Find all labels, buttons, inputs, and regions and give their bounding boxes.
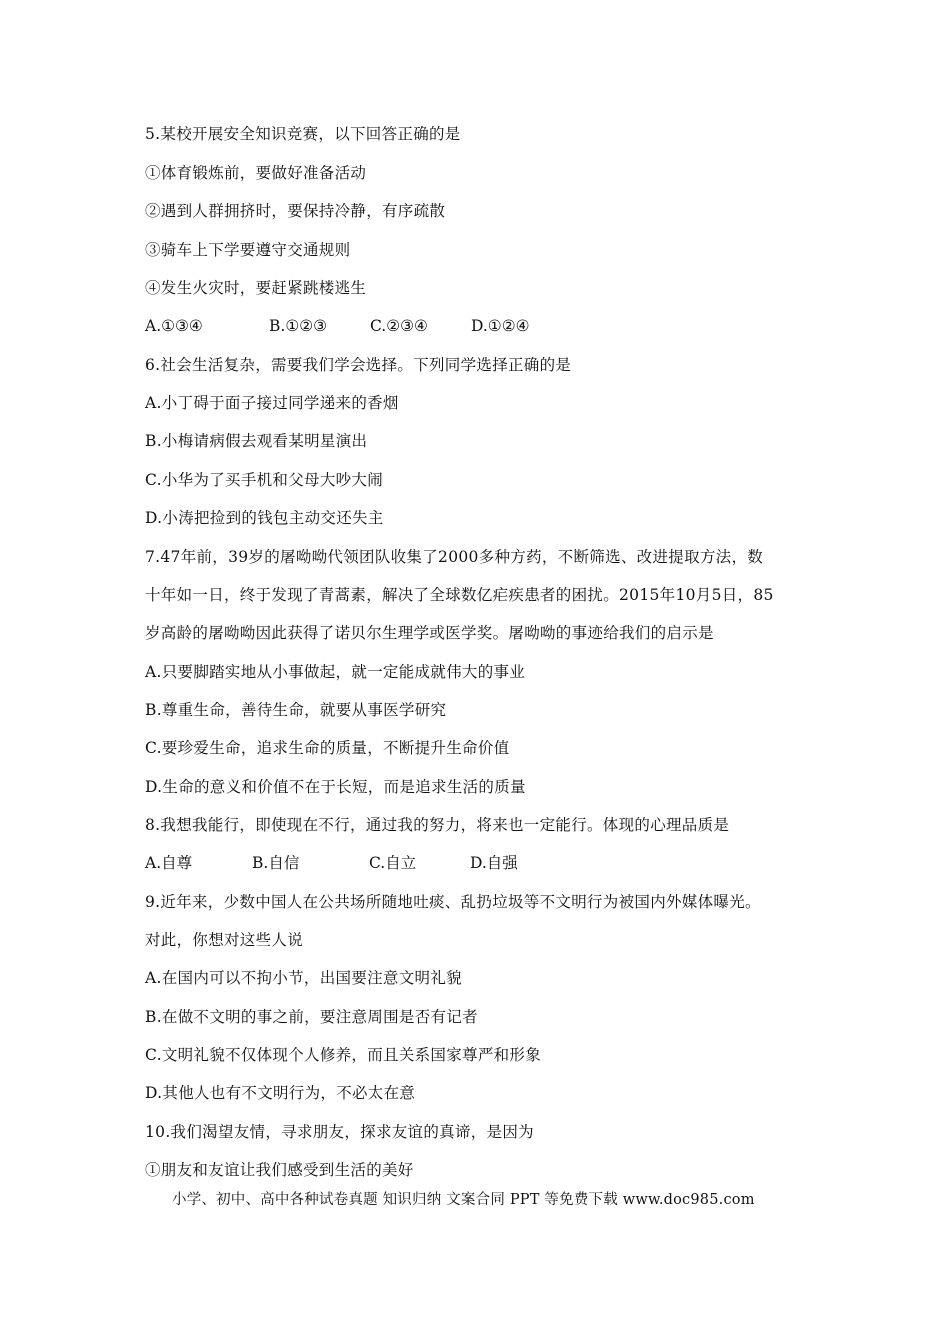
q8-stem: 8.我想我能行，即使现在不行，通过我的努力，将来也一定能行。体现的心理品质是	[145, 816, 730, 834]
q7-stem-line-2: 十年如一日，终于发现了青蒿素，解决了全球数亿疟疾患者的困扰。2015年10月5日，85	[145, 586, 774, 604]
q7-stem-line-1: 7.47年前，39岁的屠呦呦代领团队收集了2000多种方药，不断筛选、改进提取方法，数	[145, 548, 764, 566]
q8-option-b: B.自信	[252, 854, 300, 872]
q9-option-c: C.文明礼貌不仅体现个人修养，而且关系国家尊严和形象	[145, 1046, 542, 1064]
q5-option-a: A.①③④	[145, 317, 203, 335]
q8-option-a: A.自尊	[145, 854, 193, 872]
q6-option-c: C.小华为了买手机和父母大吵大闹	[145, 471, 384, 489]
q6-option-a: A.小丁碍于面子接过同学递来的香烟	[145, 394, 399, 412]
q10-item-1: ①朋友和友谊让我们感受到生活的美好	[145, 1161, 414, 1179]
q7-option-b: B.尊重生命，善待生命，就要从事医学研究	[145, 701, 447, 719]
q5-option-b: B.①②③	[269, 317, 328, 335]
q8-option-d: D.自强	[470, 854, 518, 872]
q5-item-2: ②遇到人群拥挤时，要保持冷静，有序疏散	[145, 202, 446, 220]
q7-option-a: A.只要脚踏实地从小事做起，就一定能成就伟大的事业	[145, 663, 526, 681]
q9-stem-line-2: 对此，你想对这些人说	[145, 931, 304, 949]
q6-stem: 6.社会生活复杂，需要我们学会选择。下列同学选择正确的是	[145, 356, 572, 374]
q5-option-c: C.②③④	[370, 317, 428, 335]
q5-item-1: ①体育锻炼前，要做好准备活动	[145, 164, 367, 182]
q9-option-b: B.在做不文明的事之前，要注意周围是否有记者	[145, 1008, 478, 1026]
q9-option-a: A.在国内可以不拘小节，出国要注意文明礼貌	[145, 969, 462, 987]
q7-option-c: C.要珍爱生命，追求生命的质量，不断提升生命价值	[145, 739, 510, 757]
q6-option-b: B.小梅请病假去观看某明星演出	[145, 432, 368, 450]
q6-option-d: D.小涛把捡到的钱包主动交还失主	[145, 509, 384, 527]
q8-option-c: C.自立	[369, 854, 417, 872]
page-footer: 小学、初中、高中各种试卷真题 知识归纳 文案合同 PPT 等免费下载 www.doc985.com	[172, 1192, 755, 1208]
q9-stem-line-1: 9.近年来，少数中国人在公共场所随地吐痰、乱扔垃圾等不文明行为被国内外媒体曝光。	[145, 893, 761, 911]
q5-item-3: ③骑车上下学要遵守交通规则	[145, 241, 351, 259]
q7-option-d: D.生命的意义和价值不在于长短，而是追求生活的质量	[145, 778, 526, 796]
q5-stem: 5.某校开展安全知识竞赛，以下回答正确的是	[145, 125, 461, 143]
q10-stem: 10.我们渴望友情，寻求朋友，探求友谊的真谛，是因为	[145, 1123, 534, 1141]
q7-stem-line-3: 岁高龄的屠呦呦因此获得了诺贝尔生理学或医学奖。屠呦呦的事迹给我们的启示是	[145, 624, 714, 642]
q9-option-d: D.其他人也有不文明行为，不必太在意	[145, 1084, 416, 1102]
q5-item-4: ④发生火灾时，要赶紧跳楼逃生	[145, 279, 367, 297]
q5-option-d: D.①②④	[471, 317, 530, 335]
